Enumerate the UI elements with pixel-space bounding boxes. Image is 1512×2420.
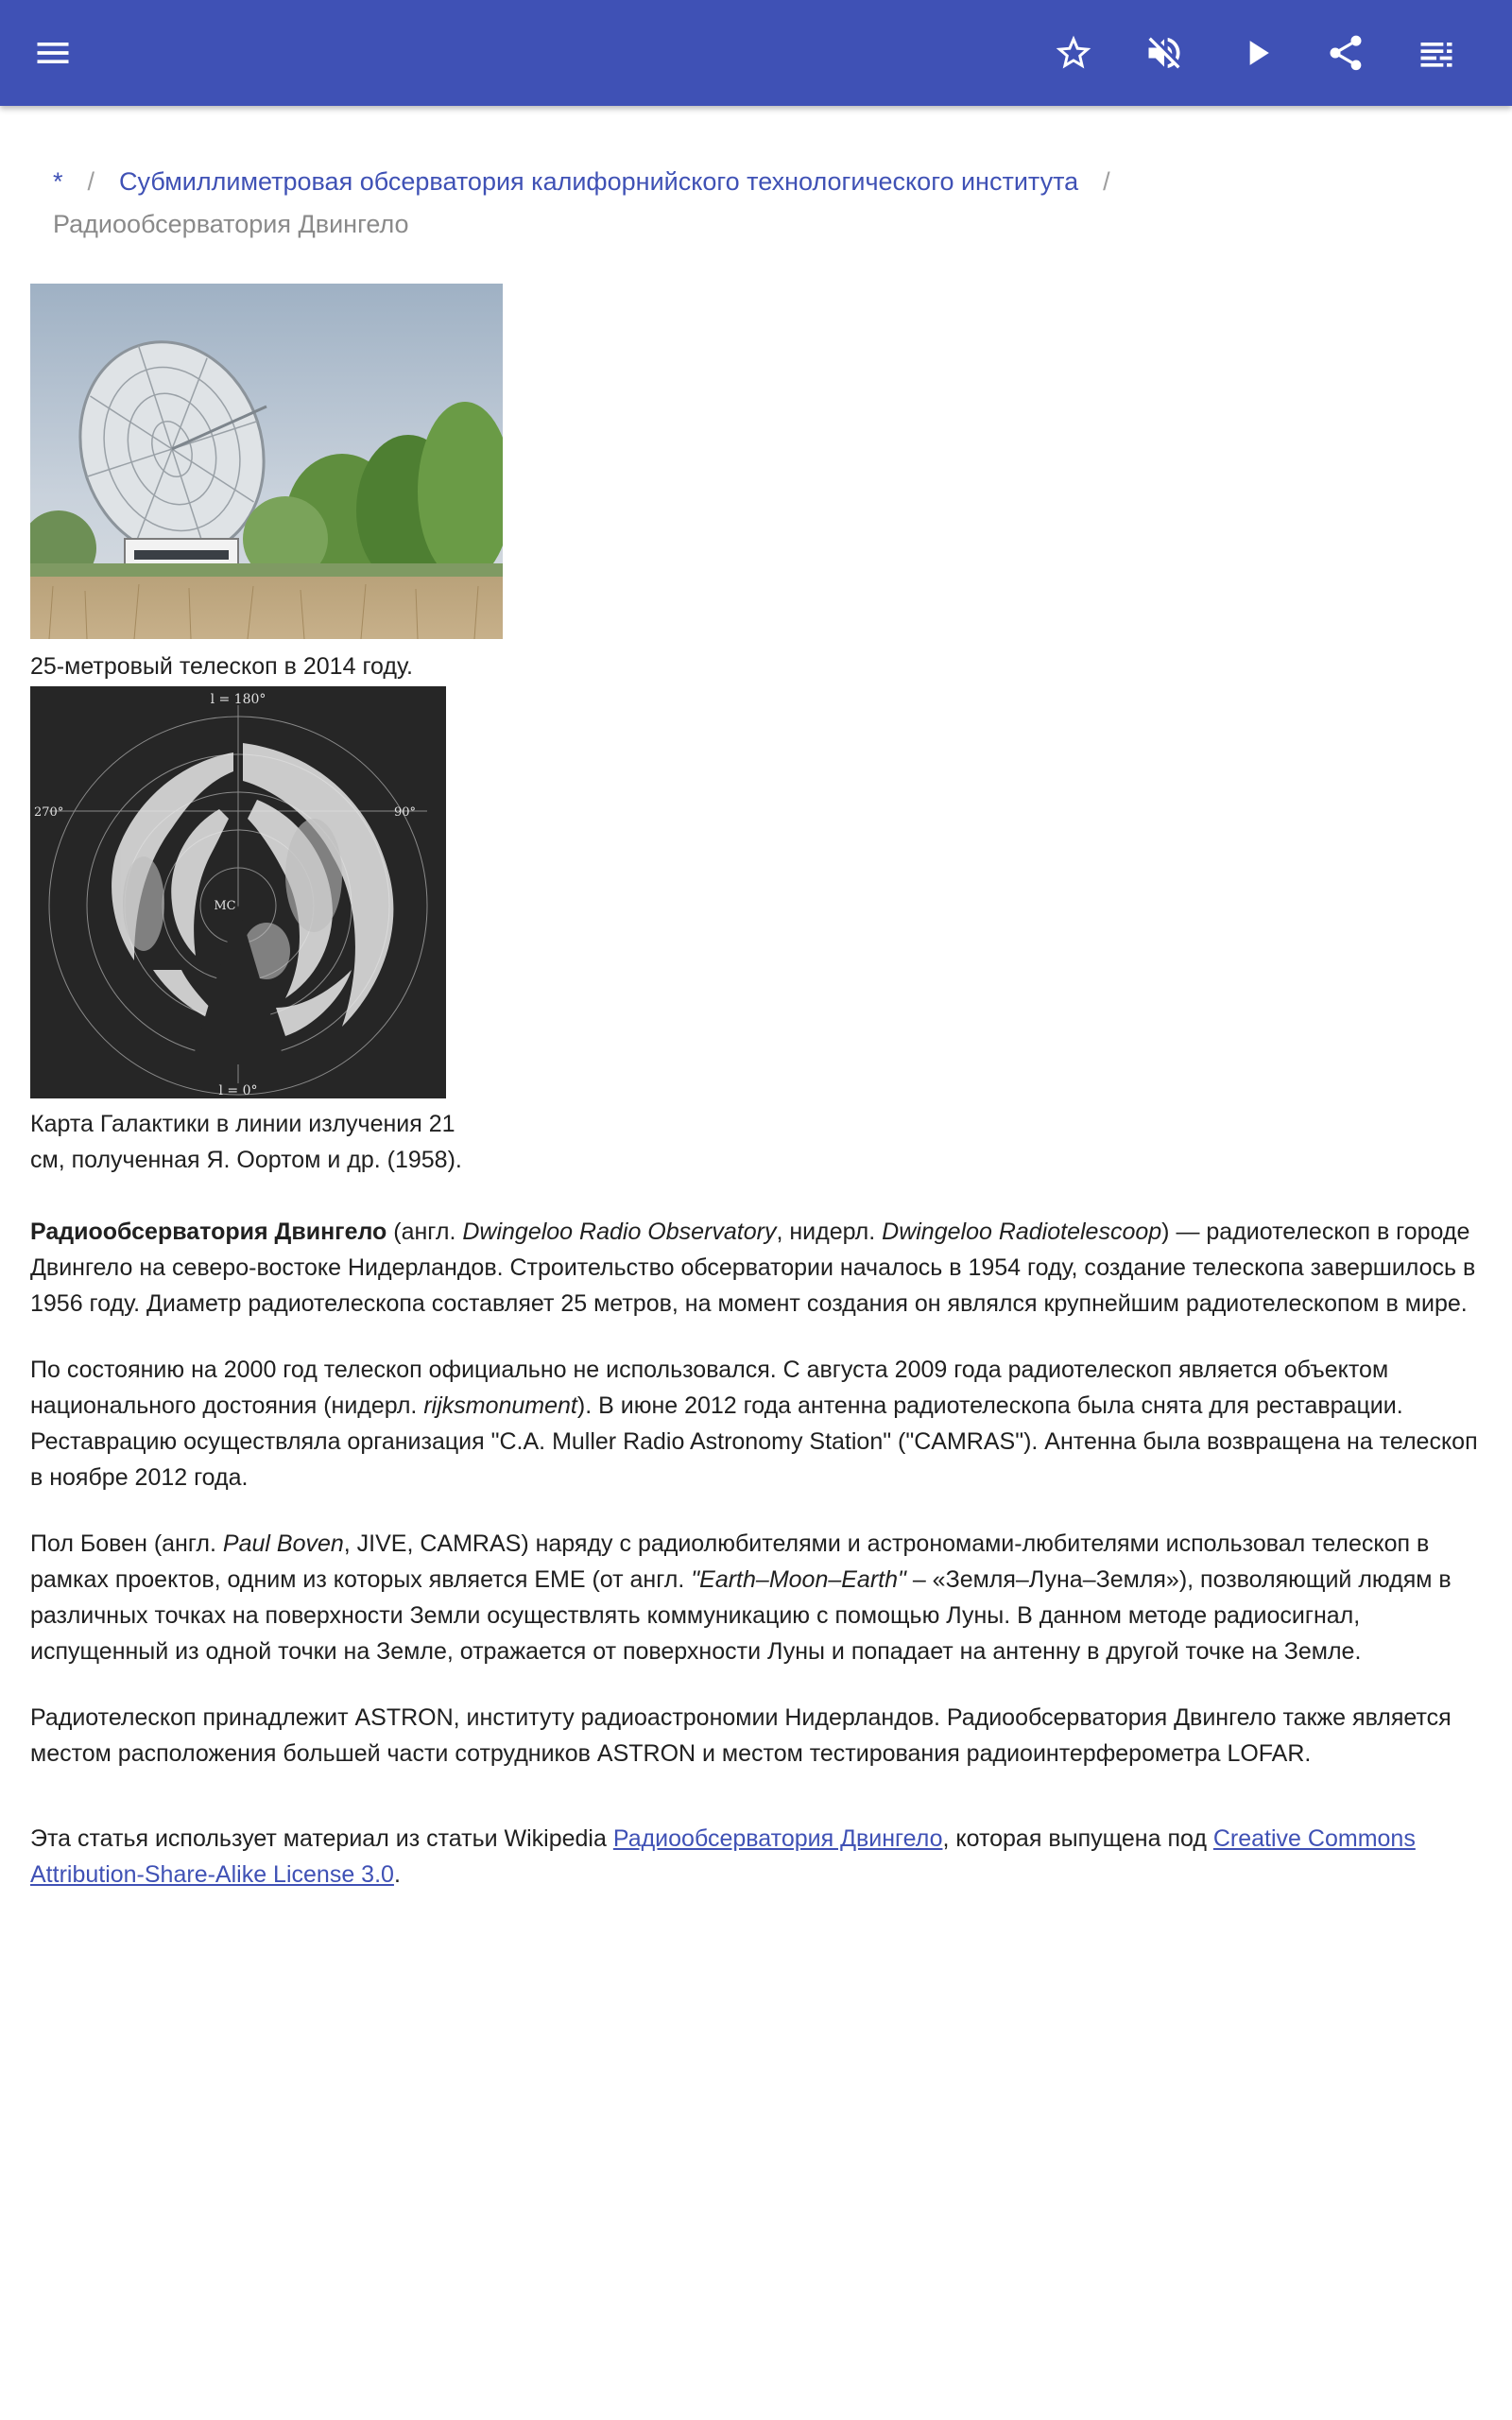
breadcrumb (30, 161, 1482, 246)
italic-text: Dwingeloo Radio Observatory (462, 1219, 777, 1245)
license-link[interactable]: Creative Commons Attribution-Share-Alike License 3.0 (30, 1825, 1416, 1888)
paragraph-astron: Радиотелескоп принадлежит ASTRON, институту радиоастрономии Нидерландов. Радиообсерватория Двингело также является местом расположения большей части сотрудников ASTRON и местом тестирования радиоинтерферометра LOFAR. (30, 1704, 1452, 1767)
breadcrumb-home-link[interactable]: * (53, 167, 63, 196)
paragraph-intro (30, 1214, 1482, 1322)
text-span: По состоянию на 2000 год телескоп официально не использовался. С августа 2009 года радиотелескоп является объектом национального достояния (нидерл. (30, 1357, 1389, 1419)
italic-text: Dwingeloo Radiotelescoop (882, 1219, 1162, 1245)
map-label-bottom: l = 0° (218, 1083, 258, 1098)
paragraph-status (30, 1352, 1482, 1495)
menu-icon[interactable] (26, 26, 79, 79)
app-bar (0, 0, 1512, 106)
article-body (30, 1214, 1482, 1923)
map-label-right: 90° (393, 805, 416, 820)
share-icon[interactable] (1319, 26, 1372, 79)
text-span: , нидерл. (776, 1219, 883, 1245)
map-caption: Карта Галактики в линии излучения 21 см, полученная Я. Оортом и др. (1958). (30, 1111, 462, 1173)
breadcrumb-current: Радиообсерватория Двингело (53, 210, 409, 238)
italic-text: rijksmonument (423, 1392, 577, 1419)
paragraph-eme (30, 1526, 1482, 1669)
breadcrumb-parent-link[interactable]: Субмиллиметровая обсерватория калифорнийского технологического института (119, 167, 1079, 196)
italic-text: "Earth–Moon–Earth" (691, 1566, 906, 1593)
text-span: ). В июне 2012 года антенна радиотелескопа была снята для реставрации. Реставрацию осуществляла организация "C.A. Muller Radio Astronomy Station" ("CAMRAS"). Антенна была возвращена на телескоп в ноябре 2012 года. (30, 1392, 1478, 1491)
volume-off-icon[interactable] (1138, 26, 1191, 79)
content (30, 161, 1482, 1888)
text-span: – «Земля–Луна–Земля»), позволяющий людям в различных точках на поверхности Земли осуществлять коммуникацию с помощью Луны. В данном методе радиосигнал, испущенный из одной точки на Земле, отражается от поверхности Луны и попадает на антенну в другой точке на Земле. (30, 1566, 1452, 1665)
text-span: . (393, 1861, 401, 1888)
text-span: ) — радиотелескоп в городе Двингело на северо-востоке Нидерландов. Строительство обсерватории началось в 1954 году, создание телескопа завершилось в 1956 году. Диаметр радиотелескопа составляет 25 метров, на момент создания он являлся крупнейшим радиотелескопом в мире. (30, 1219, 1476, 1317)
text-span: Пол Бовен (англ. (30, 1530, 223, 1557)
article-title-bold: Радиообсерватория Двингело (30, 1219, 387, 1245)
galaxy-map-image (30, 686, 446, 1098)
text-span: (англ. (387, 1219, 463, 1245)
italic-text: Paul Boven (222, 1530, 344, 1557)
telescope-photo (30, 284, 503, 639)
license-note (30, 1821, 1482, 1893)
text-span: , JIVE, CAMRAS) наряду с радиолюбителями и астрономами-любителями использовал телескоп в рамках проектов, одним из которых является EME (от англ. (30, 1530, 1430, 1593)
wikipedia-article-link[interactable]: Радиообсерватория Двингело (612, 1825, 943, 1852)
text-span: , которая выпущена под (942, 1825, 1213, 1852)
playlist-icon[interactable] (1410, 26, 1463, 79)
photo-caption: 25-метровый телескоп в 2014 году. (30, 653, 413, 680)
text-span: Эта статья использует материал из статьи Wikipedia (30, 1825, 613, 1852)
breadcrumb-separator: / (87, 167, 95, 196)
map-label-left: 270° (34, 805, 64, 820)
map-label-center: MC (214, 899, 236, 913)
map-label-top: l = 180° (210, 692, 266, 707)
star-outline-icon[interactable] (1047, 26, 1100, 79)
play-icon[interactable] (1230, 26, 1283, 79)
breadcrumb-separator: / (1103, 167, 1110, 196)
